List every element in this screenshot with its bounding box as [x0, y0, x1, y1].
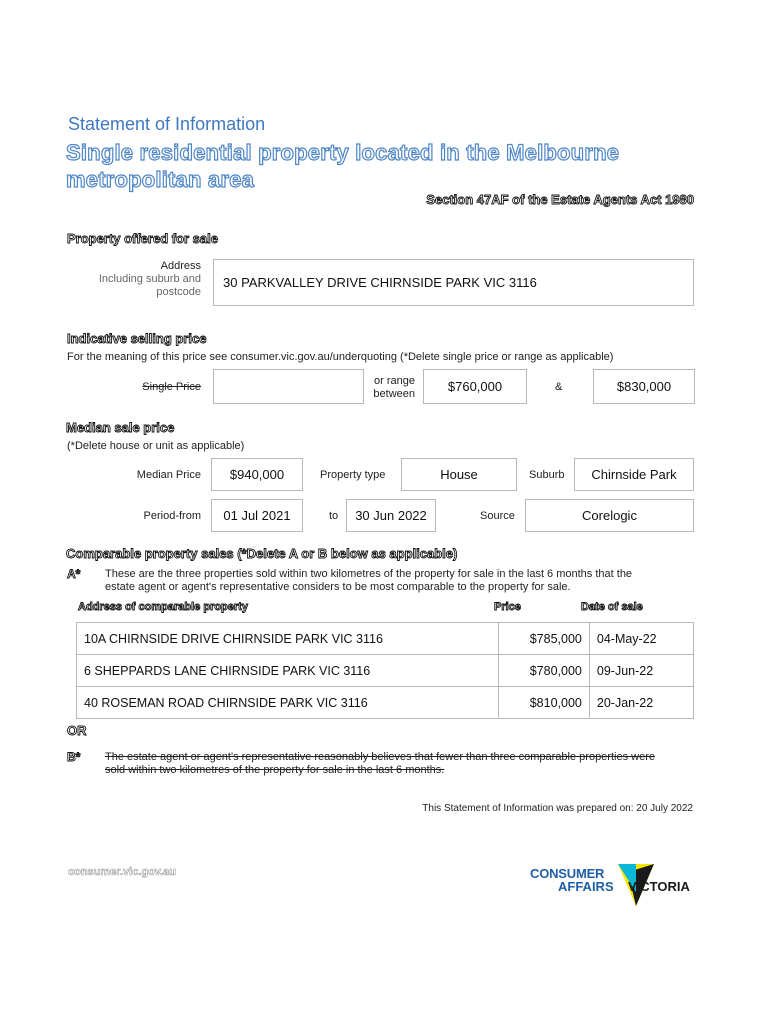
property-heading: Property offered for sale [67, 231, 218, 246]
option-b-text: sold within two kilometres of the property for sale in the last 6 months. [105, 764, 445, 776]
period-from-field[interactable] [211, 499, 303, 532]
logo-text-consumer: CONSUMER [530, 866, 605, 881]
median-price-value: $940,000 [229, 467, 285, 482]
logo-text-victoria: VICTORIA [628, 879, 690, 894]
property-type-field[interactable] [401, 458, 517, 491]
option-b-text: The estate agent or agent's representative reasonably believes that fewer than three comparable properties were [105, 751, 655, 763]
table-row [77, 623, 694, 655]
single-price-label: Single Price [142, 381, 201, 393]
option-a-marker: A* [67, 567, 81, 581]
source-field[interactable] [525, 499, 694, 532]
range-low-value: $760,000 [447, 379, 503, 394]
median-price-label: Median Price [136, 469, 201, 481]
single-price-field[interactable] [213, 369, 364, 404]
option-a-text: These are the three properties sold within two kilometres of the property for sale in the last 6 months that the [105, 568, 633, 580]
statement-title: Statement of Information [68, 114, 266, 134]
address-field[interactable] [213, 259, 694, 306]
comparable-date-cell: 20-Jan-22 [589, 687, 693, 719]
comparable-address-cell: 6 SHEPPARDS LANE CHIRNSIDE PARK VIC 3116 [77, 655, 499, 687]
median-heading: Median sale price [66, 420, 175, 435]
period-to-field[interactable] [346, 499, 436, 532]
period-from-label: Period-from [143, 510, 201, 522]
col-header-date: Date of sale [581, 601, 643, 613]
option-b-marker: B* [67, 750, 81, 764]
logo-text-affairs: AFFAIRS [558, 879, 614, 894]
col-header-address: Address of comparable property [78, 601, 248, 613]
comparable-date-cell: 04-May-22 [589, 623, 693, 655]
comparable-heading: Comparable property sales (*Delete A or B below as applicable) [66, 546, 458, 561]
median-price-field[interactable] [211, 458, 303, 491]
comparable-address-cell: 10A CHIRNSIDE DRIVE CHIRNSIDE PARK VIC 3116 [77, 623, 499, 655]
median-note: (*Delete house or unit as applicable) [67, 440, 245, 452]
address-sublabel: Including suburb and [98, 273, 201, 285]
source-label: Source [480, 510, 515, 522]
comparable-date-cell: 09-Jun-22 [589, 655, 693, 687]
main-title-line2: metropolitan area [66, 167, 255, 192]
comparable-price-cell: $785,000 [499, 623, 590, 655]
range-label: between [373, 388, 415, 400]
comparable-address-cell: 40 ROSEMAN ROAD CHIRNSIDE PARK VIC 3116 [77, 687, 499, 719]
table-row [77, 687, 694, 719]
address-sublabel: postcode [156, 286, 201, 298]
footer-website: consumer.vic.gov.au [68, 866, 177, 878]
range-ampersand: & [555, 381, 563, 393]
or-label: OR [67, 723, 87, 738]
option-a-text: estate agent or agent's representative considers to be most comparable to the property for sale. [105, 581, 571, 593]
range-high-field[interactable] [593, 369, 695, 404]
range-low-field[interactable] [423, 369, 527, 404]
comparable-price-cell: $810,000 [499, 687, 590, 719]
comparable-price-cell: $780,000 [499, 655, 590, 687]
period-to-value: 30 Jun 2022 [355, 508, 427, 523]
indicative-heading: Indicative selling price [67, 331, 207, 346]
indicative-note: For the meaning of this price see consumer.vic.gov.au/underquoting (*Delete single price or range as applicable) [67, 351, 614, 363]
col-header-price: Price [494, 601, 521, 613]
period-from-value: 01 Jul 2021 [223, 508, 291, 523]
property-type-value: House [440, 467, 478, 482]
section-reference: Section 47AF of the Estate Agents Act 1980 [426, 192, 694, 207]
range-high-value: $830,000 [616, 379, 672, 394]
period-to-label: to [329, 510, 339, 522]
main-title-line1: Single residential property located in the Melbourne [66, 140, 620, 165]
suburb-field[interactable] [574, 458, 694, 491]
prepared-date: This Statement of Information was prepared on: 20 July 2022 [422, 803, 693, 814]
address-value: 30 PARKVALLEY DRIVE CHIRNSIDE PARK VIC 3116 [223, 275, 537, 290]
consumer-affairs-victoria-logo [530, 862, 700, 912]
address-label: Address [160, 260, 201, 272]
range-label: or range [374, 375, 415, 387]
table-row [77, 655, 694, 687]
property-type-label: Property type [320, 469, 386, 481]
comparable-sales-table [76, 622, 694, 719]
source-value: Corelogic [582, 508, 637, 523]
suburb-label: Suburb [529, 469, 565, 481]
suburb-value: Chirnside Park [591, 467, 677, 482]
